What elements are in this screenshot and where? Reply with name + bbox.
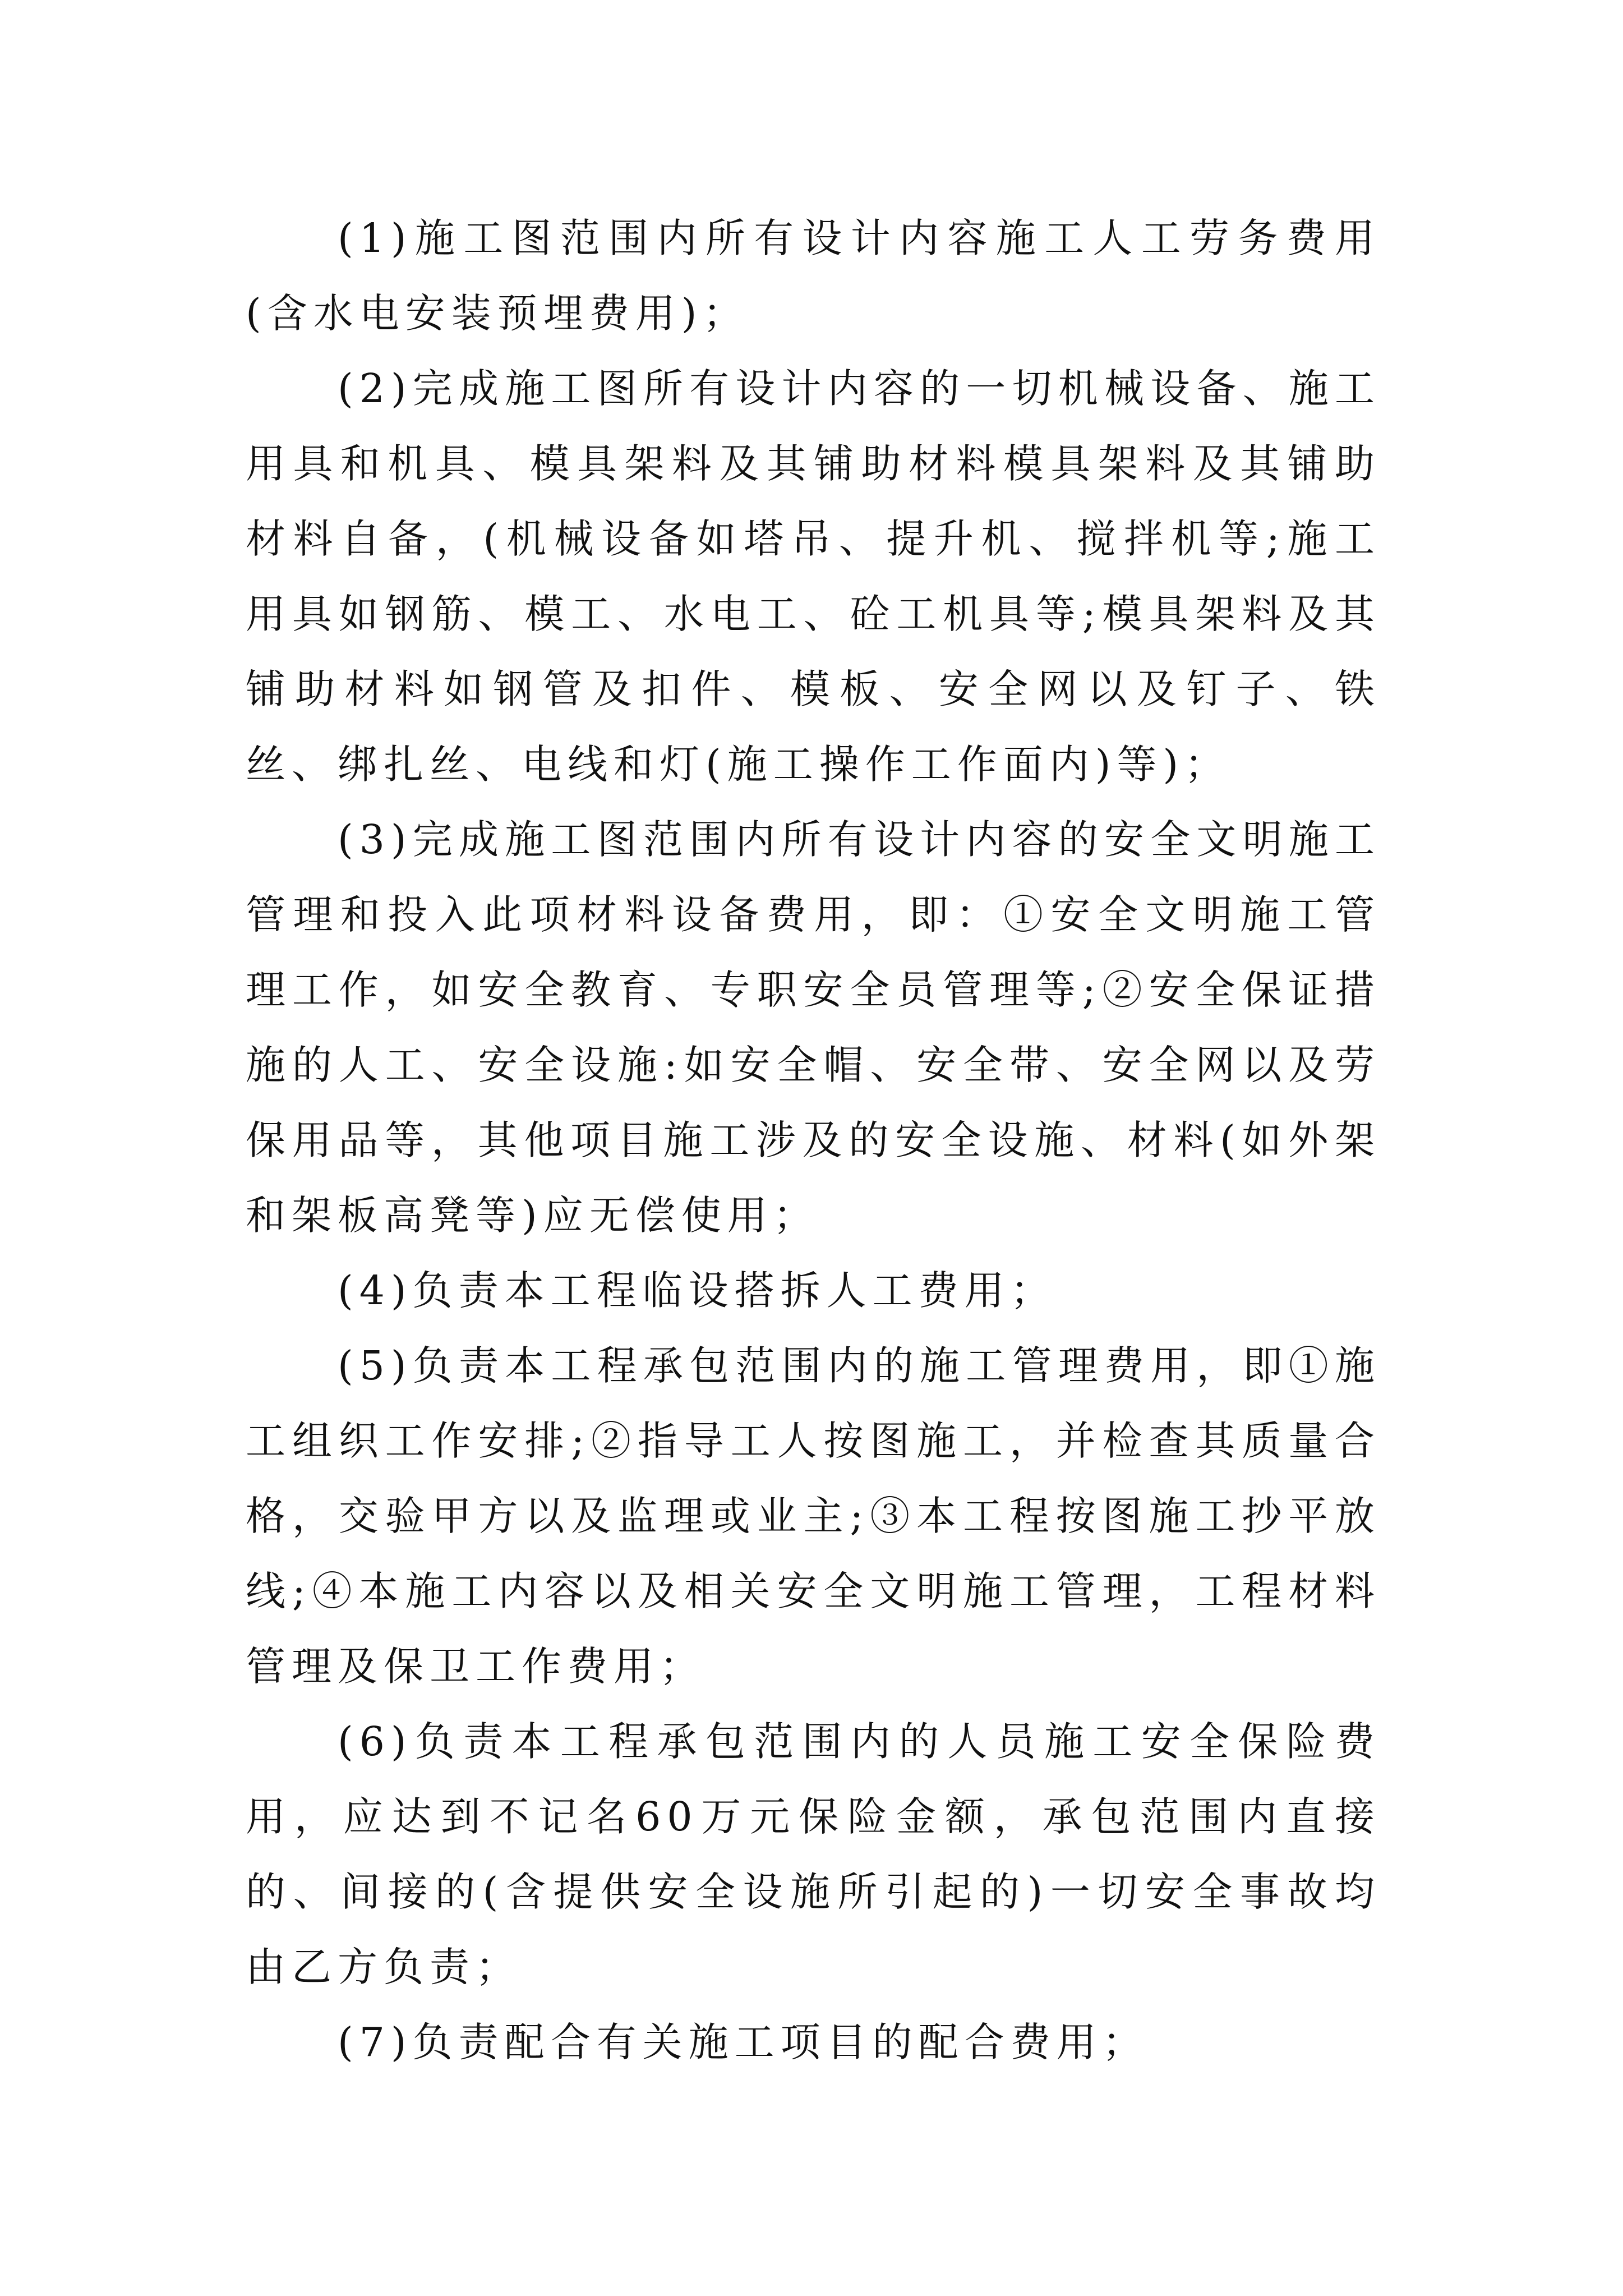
paragraph-item-2: (2)完成施工图所有设计内容的一切机械设备、施工用具和机具、模具架料及其铺助材料模具架料及其铺助材料自备，(机械设备如塔吊、提升机、搅拌机等;施工用具如钢筋、模工、水电工、砼工机具等;模具架料及其铺助材料如钢管及扣件、模板、安全网以及钉子、铁丝、绑扎丝、电线和灯(施工操作工作面内)等)； xyxy=(246,365,1381,788)
paragraph-item-1: (1)施工图范围内所有设计内容施工人工劳务费用(含水电安装预埋费用)； xyxy=(246,215,1381,337)
paragraph-item-5: (5)负责本工程承包范围内的施工管理费用，即①施工组织工作安排;②指导工人按图施工，并检查其质量合格，交验甲方以及监理或业主;③本工程按图施工抄平放线;④本施工内容以及相关安全文明施工管理，工程材料管理及保卫工作费用； xyxy=(246,1342,1381,1690)
paragraph-item-6: (6)负责本工程承包范围内的人员施工安全保险费用，应达到不记名60万元保险金额，承包范围内直接的、间接的(含提供安全设施所引起的)一切安全事故均由乙方负责； xyxy=(246,1718,1381,1990)
paragraph-item-7: (7)负责配合有关施工项目的配合费用； xyxy=(338,2019,1149,2065)
paragraph-item-3: (3)完成施工图范围内所有设计内容的安全文明施工管理和投入此项材料设备费用，即：①安全文明施工管理工作，如安全教育、专职安全员管理等;②安全保证措施的人工、安全设施:如安全帽、安全带、安全网以及劳保用品等，其他项目施工涉及的安全设施、材料(如外架和架板高凳等)应无偿使用； xyxy=(246,816,1381,1239)
paragraph-item-4: (4)负责本工程临设搭拆人工费用； xyxy=(338,1267,1057,1314)
